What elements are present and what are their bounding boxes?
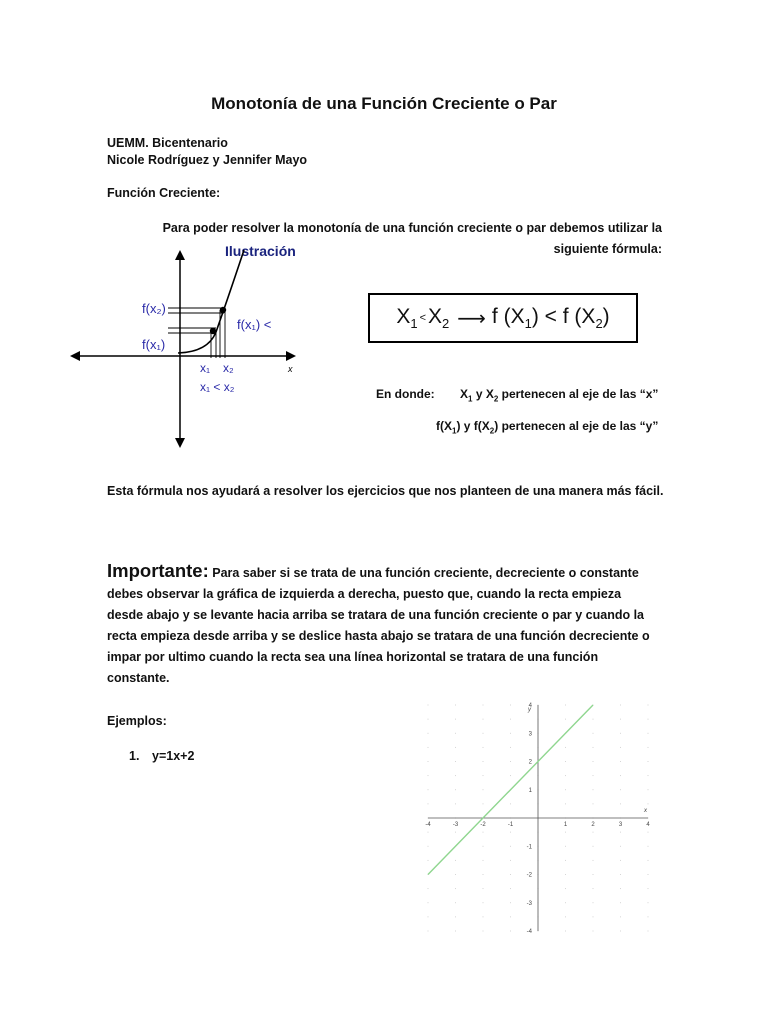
formula-fx1: f ($X_1$: [491, 304, 532, 332]
grid-dot: [510, 832, 511, 833]
grid-dot: [455, 916, 456, 917]
where-label: En donde:: [376, 387, 435, 401]
grid-dot: [593, 747, 594, 748]
y-tick-label: 1: [528, 787, 532, 794]
x-tick-label: -3: [452, 822, 459, 828]
grid-dot: [648, 733, 649, 734]
grid-dot: [565, 789, 566, 790]
y-tick-label: 4: [528, 703, 532, 709]
grid-dot: [455, 874, 456, 875]
x-axis-label: x: [644, 808, 647, 814]
grid-dot: [428, 789, 429, 790]
grid-dot: [565, 705, 566, 706]
x-tick-label: -1: [507, 822, 514, 828]
grid-dot: [620, 931, 621, 932]
grid-dot: [455, 747, 456, 748]
grid-dot: [620, 902, 621, 903]
grid-dot: [620, 846, 621, 847]
grid-dot: [565, 916, 566, 917]
grid-dot: [593, 846, 594, 847]
grid-dot: [483, 775, 484, 776]
examples-label: Ejemplos:: [107, 714, 167, 728]
grid-dot: [483, 888, 484, 889]
grid-dot: [510, 874, 511, 875]
grid-dot: [648, 916, 649, 917]
x1-label: x₁: [200, 361, 211, 375]
grid-dot: [483, 931, 484, 932]
arrow-icon: ⟶: [457, 307, 486, 330]
important-text: Para saber si se trata de una función creciente, decreciente o constante debes observar la gráfica de izquierda a derecha, puesto que, cuando la recta empieza desde abajo y se levante hacia arriba se tratara de una función creciente o par y cuando la recta empieza desde arriba y se deslice hasta abajo se tratara de una función decreciente o impar por ultimo cuando la recta sea una línea horizontal se tratara de una función constante.: [107, 566, 650, 685]
grid-dot: [565, 902, 566, 903]
grid-dot: [593, 832, 594, 833]
grid-dot: [565, 832, 566, 833]
axis-x-label: x: [288, 364, 293, 374]
grid-dot: [428, 860, 429, 861]
grid-dot: [620, 719, 621, 720]
grid-dot: [510, 775, 511, 776]
grid-dot: [620, 888, 621, 889]
x-tick-label: 3: [618, 822, 623, 828]
important-paragraph: [107, 560, 655, 689]
grid-dot: [428, 931, 429, 932]
grid-dot: [483, 874, 484, 875]
grid-dot: [593, 888, 594, 889]
grid-dot: [510, 931, 511, 932]
illustration-figure: [70, 240, 310, 450]
grid-dot: [593, 931, 594, 932]
grid-dot: [648, 803, 649, 804]
grid-dot: [483, 747, 484, 748]
grid-dot: [483, 733, 484, 734]
grid-dot: [455, 719, 456, 720]
authors: Nicole Rodríguez y Jennifer Mayo: [107, 153, 308, 167]
grid-dot: [483, 705, 484, 706]
formula-fx2: ) < f $(X_2)$: [531, 304, 610, 332]
intro-paragraph: Para poder resolver la monotonía de una función creciente o par debemos utilizar la siguiente fórmula:: [162, 221, 662, 256]
grid-dot: [648, 931, 649, 932]
grid-dot: [428, 832, 429, 833]
x-tick-label: 2: [591, 822, 595, 828]
grid-dot: [565, 931, 566, 932]
fx2-label: f(x₂): [142, 301, 166, 316]
grid-dot: [648, 832, 649, 833]
important-heading: Importante:: [107, 560, 209, 581]
section-label: Función Creciente:: [107, 186, 221, 200]
where-x-line: $X_1$ y $X_2$ pertenecen al eje de las “x”: [460, 387, 659, 404]
grid-dot: [428, 803, 429, 804]
grid-dot: [483, 761, 484, 762]
x-tick-label: 4: [646, 822, 650, 828]
grid-dot: [593, 719, 594, 720]
grid-dot: [593, 874, 594, 875]
formula-x2: $X_2$: [428, 304, 450, 332]
grid-dot: [428, 846, 429, 847]
grid-dot: [648, 747, 649, 748]
grid-dot: [510, 888, 511, 889]
grid-dot: [455, 803, 456, 804]
grid-dot: [455, 761, 456, 762]
grid-dot: [428, 705, 429, 706]
formula-x1: $X_1$: [396, 304, 418, 332]
grid-dot: [620, 874, 621, 875]
grid-dot: [428, 775, 429, 776]
y-tick-label: -4: [526, 929, 532, 935]
formula-box: [368, 293, 638, 343]
grid-dot: [565, 719, 566, 720]
grid-dot: [648, 761, 649, 762]
grid-dot: [455, 733, 456, 734]
grid-dot: [510, 860, 511, 861]
grid-dot: [565, 888, 566, 889]
grid-dot: [455, 888, 456, 889]
grid-dot: [483, 916, 484, 917]
y-tick-label: -2: [526, 872, 532, 879]
grid-dot: [648, 719, 649, 720]
grid-dot: [620, 860, 621, 861]
grid-dot: [428, 888, 429, 889]
grid-dot: [510, 747, 511, 748]
grid-dot: [428, 733, 429, 734]
grid-dot: [593, 761, 594, 762]
grid-dot: [428, 902, 429, 903]
x2-label: x₂: [223, 361, 234, 375]
grid-dot: [648, 888, 649, 889]
x-relation-label: x₁ < x₂: [200, 380, 235, 394]
grid-dot: [648, 860, 649, 861]
grid-dot: [428, 761, 429, 762]
grid-dot: [620, 775, 621, 776]
grid-dot: [593, 916, 594, 917]
grid-dot: [620, 803, 621, 804]
grid-dot: [648, 789, 649, 790]
grid-dot: [455, 902, 456, 903]
grid-dot: [620, 705, 621, 706]
series-line: [428, 705, 593, 875]
grid-dot: [483, 789, 484, 790]
illustration-title: Ilustración: [225, 243, 296, 259]
grid-dot: [565, 775, 566, 776]
x-tick-label: -4: [425, 822, 431, 828]
grid-dot: [455, 775, 456, 776]
grid-dot: [620, 733, 621, 734]
grid-dot: [620, 789, 621, 790]
grid-dot: [593, 775, 594, 776]
y-tick-label: 3: [528, 731, 532, 738]
grid-dot: [648, 775, 649, 776]
grid-dot: [428, 747, 429, 748]
grid-dot: [483, 719, 484, 720]
grid-dot: [428, 916, 429, 917]
grid-dot: [455, 860, 456, 861]
y-tick-label: 2: [528, 759, 532, 766]
y-axis-label: y: [528, 707, 531, 713]
grid-dot: [483, 803, 484, 804]
example-equation: y=1x+2: [152, 749, 195, 763]
grid-dot: [565, 846, 566, 847]
grid-dot: [593, 733, 594, 734]
grid-dot: [510, 761, 511, 762]
grid-dot: [565, 747, 566, 748]
grid-dot: [593, 789, 594, 790]
fx1-lt-label: f(x₁) <: [237, 317, 272, 332]
page-title: Monotonía de una Función Creciente o Par: [211, 94, 557, 113]
grid-dot: [455, 931, 456, 932]
grid-dot: [648, 902, 649, 903]
fx1-label: f(x₁): [142, 337, 166, 352]
grid-dot: [565, 761, 566, 762]
grid-dot: [510, 803, 511, 804]
y-tick-label: -1: [526, 844, 532, 851]
example-number: 1.: [129, 749, 140, 763]
grid-dot: [510, 719, 511, 720]
grid-dot: [510, 846, 511, 847]
grid-dot: [483, 846, 484, 847]
grid-dot: [620, 832, 621, 833]
grid-dot: [483, 832, 484, 833]
grid-dot: [565, 860, 566, 861]
grid-dot: [565, 803, 566, 804]
grid-dot: [593, 803, 594, 804]
grid-dot: [593, 860, 594, 861]
grid-dot: [455, 705, 456, 706]
note-text: Esta fórmula nos ayudará a resolver los ejercicios que nos planteen de una manera más fácil.: [107, 484, 664, 498]
grid-dot: [455, 832, 456, 833]
x-tick-label: -2: [480, 822, 486, 828]
where-f-line: $f(X_1)$ y $f(X_2)$ pertenecen al eje de las “y”: [436, 419, 659, 436]
grid-dot: [455, 789, 456, 790]
grid-dot: [483, 860, 484, 861]
grid-dot: [648, 705, 649, 706]
grid-dot: [648, 874, 649, 875]
grid-dot: [510, 916, 511, 917]
grid-dot: [593, 902, 594, 903]
grid-dot: [510, 902, 511, 903]
example-chart: [425, 703, 650, 935]
grid-dot: [483, 902, 484, 903]
grid-dot: [428, 719, 429, 720]
institution: UEMM. Bicentenario: [107, 136, 228, 150]
grid-dot: [510, 705, 511, 706]
x-tick-label: 1: [563, 822, 568, 828]
grid-dot: [620, 761, 621, 762]
grid-dot: [565, 874, 566, 875]
grid-dot: [620, 916, 621, 917]
y-tick-label: -3: [526, 900, 532, 907]
grid-dot: [648, 846, 649, 847]
formula-lt-small: <: [419, 312, 426, 324]
grid-dot: [620, 747, 621, 748]
grid-dot: [510, 733, 511, 734]
